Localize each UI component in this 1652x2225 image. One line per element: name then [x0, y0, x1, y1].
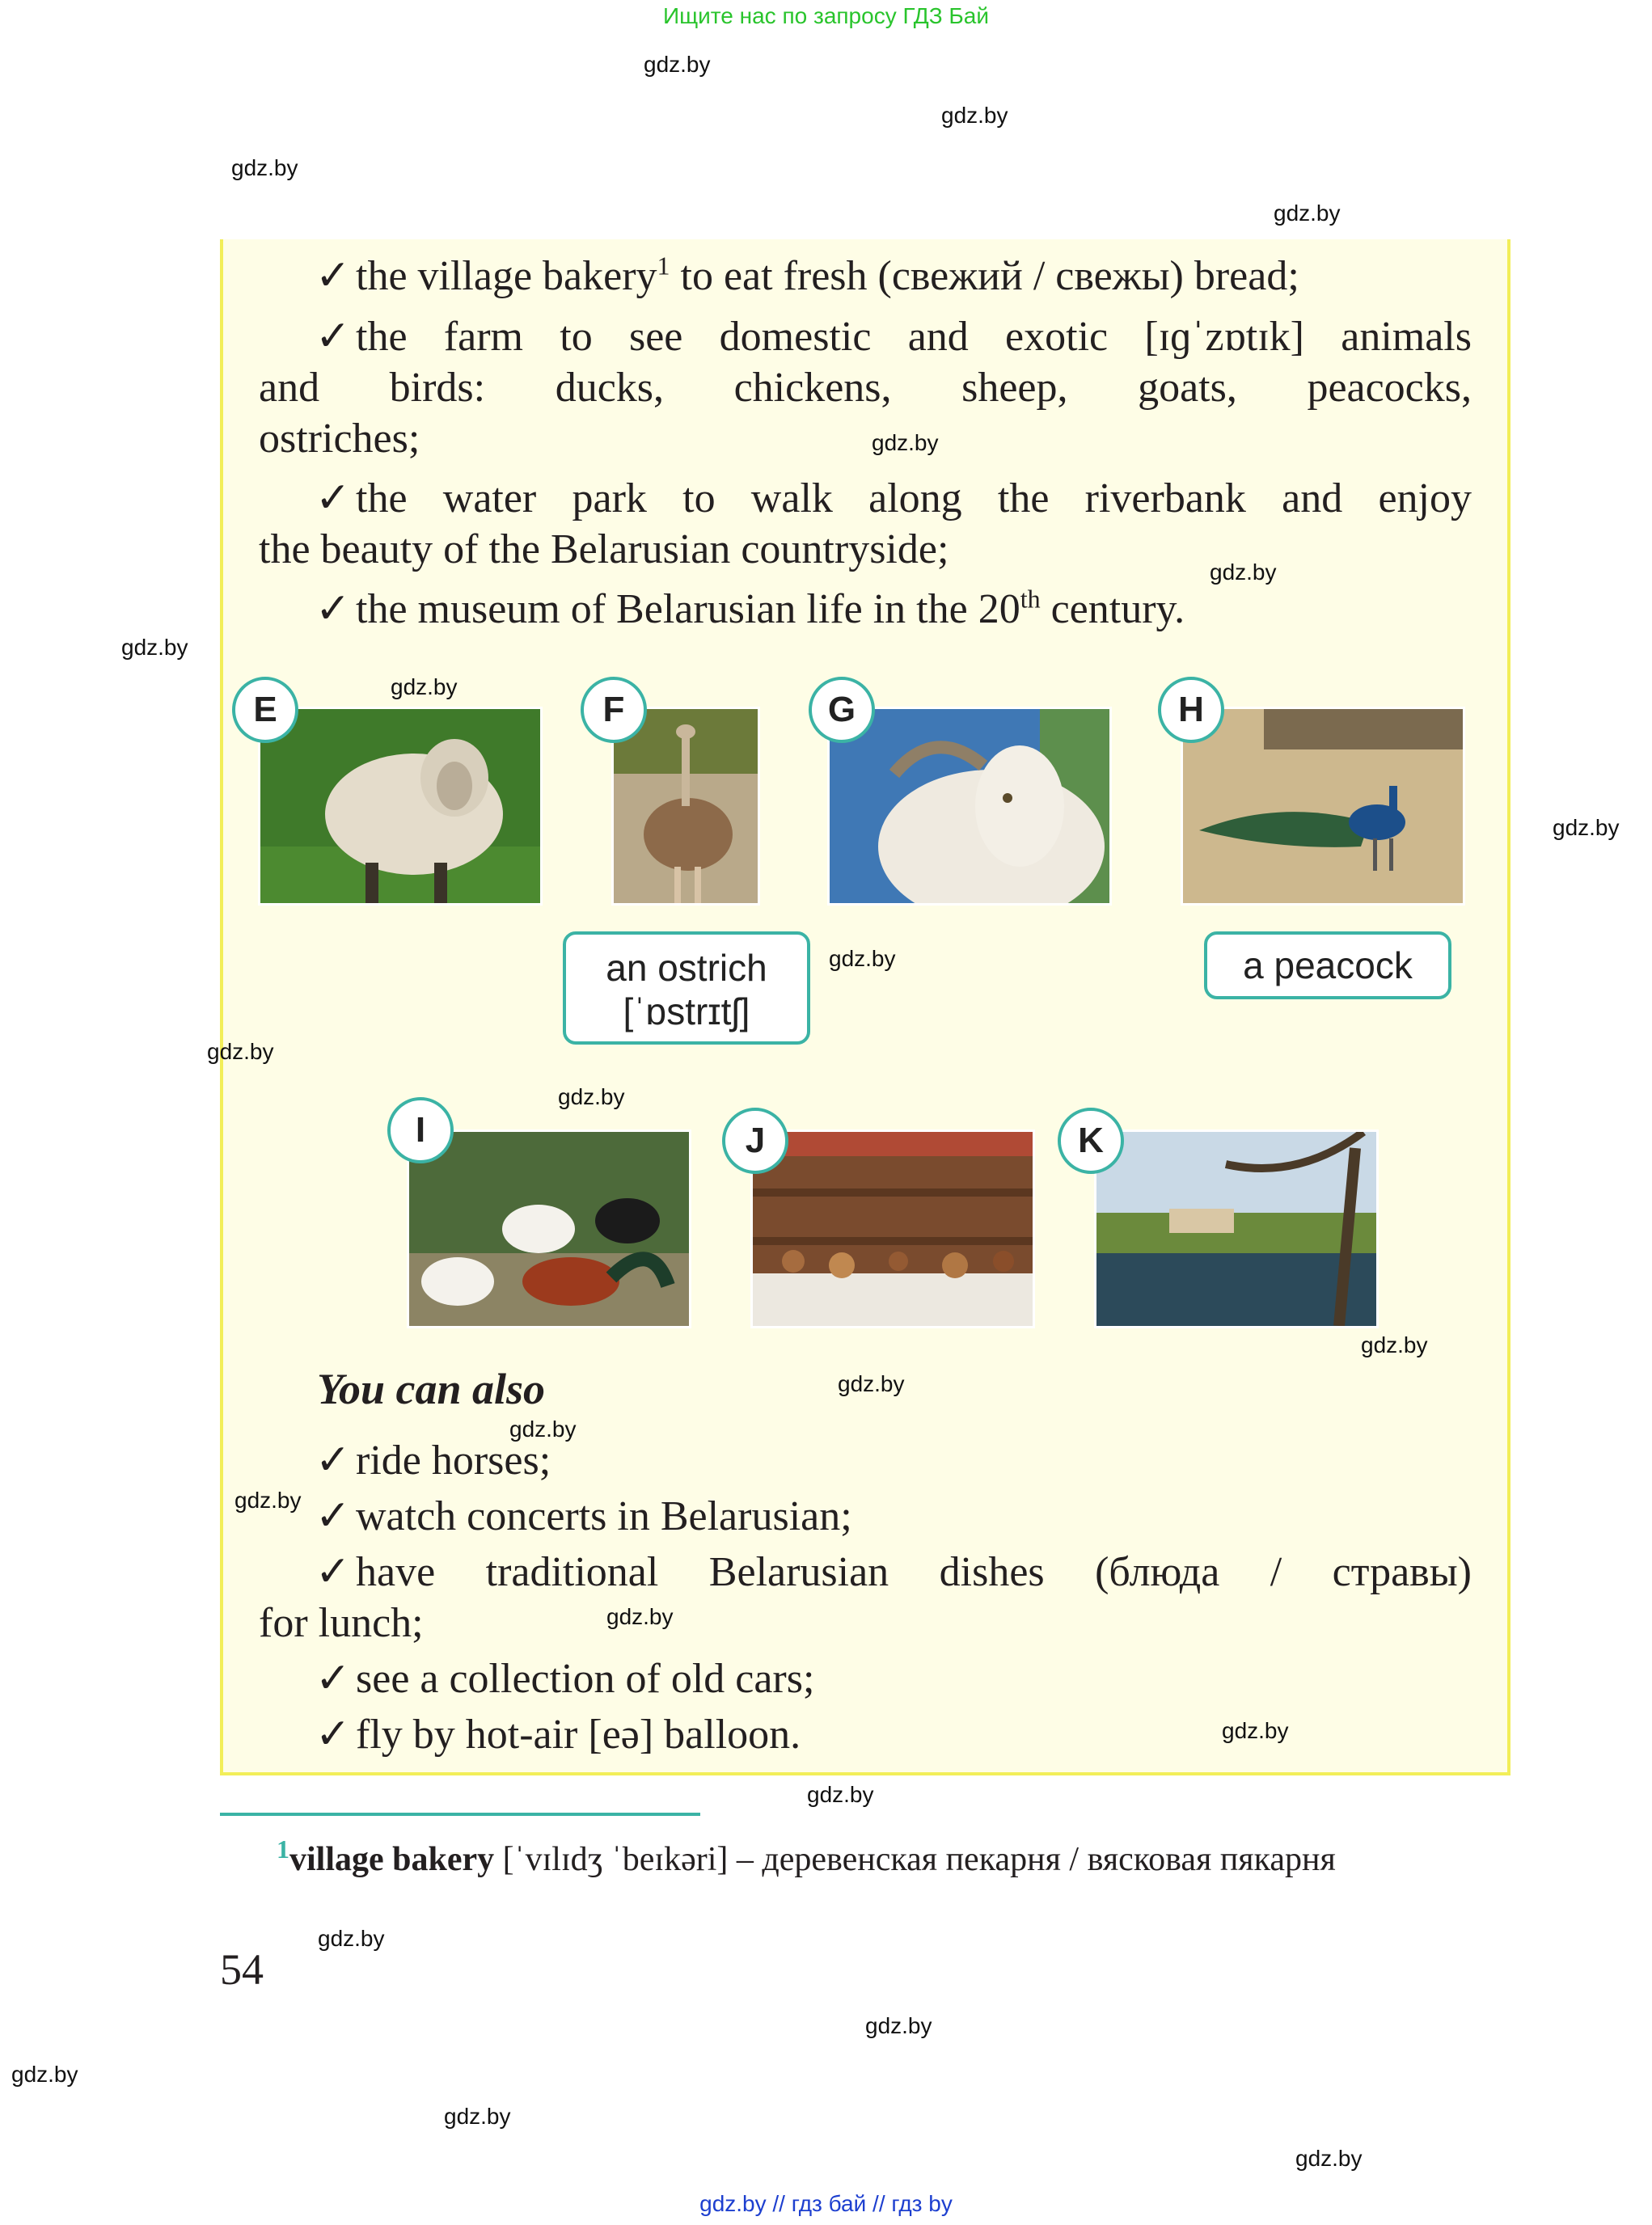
also-item: ✓ see a collection of old cars;	[315, 1656, 815, 1702]
ostrich-photo	[611, 707, 760, 906]
watermark: gdz.by	[207, 1039, 274, 1064]
watermark: gdz.by	[865, 2013, 932, 2038]
watermark: gdz.by	[509, 1416, 577, 1442]
watermark: gdz.by	[1210, 559, 1277, 585]
also-item: ✓ watch concerts in Belarusian;	[315, 1493, 852, 1539]
watermark: gdz.by	[941, 103, 1008, 128]
photo-letter-e: E	[232, 677, 298, 743]
watermark: gdz.by	[234, 1488, 302, 1513]
watermark: gdz.by	[558, 1084, 625, 1109]
pottery-museum-photo	[750, 1129, 1035, 1328]
footnote: $^1$village bakery [ˈvɪlɪdʒ ˈbeɪkəri] – деревенская пекарня / вясковая пякарня	[277, 1834, 1336, 1878]
watermark: gdz.by	[838, 1371, 905, 1396]
sheep-photo	[258, 707, 543, 906]
watermark: gdz.by	[1295, 2146, 1363, 2171]
water-park-line: ✓ the water park to walk along the riverbank and enjoy	[315, 475, 1472, 521]
watermark: gdz.by	[1553, 815, 1620, 840]
content-panel	[220, 239, 1510, 1775]
photo-letter-k: K	[1058, 1108, 1124, 1174]
watermark: gdz.by	[121, 635, 188, 660]
peacock-photo	[1181, 707, 1465, 906]
also-item: ✓ have traditional Belarusian dishes (блюда / стравы)	[315, 1549, 1472, 1595]
photo-letter-g: G	[809, 677, 875, 743]
water-park-line-cont: the beauty of the Belarusian countryside;	[259, 526, 949, 572]
watermark: gdz.by	[231, 155, 298, 180]
watermark: gdz.by	[444, 2104, 511, 2129]
also-item: ✓ ride horses;	[315, 1438, 551, 1484]
photo-letter-i: I	[387, 1097, 454, 1163]
watermark: gdz.by	[11, 2062, 78, 2087]
goat-photo	[827, 707, 1112, 906]
peacock-label: a peacock	[1204, 931, 1451, 999]
also-item-cont: for lunch;	[259, 1600, 424, 1646]
watermark: gdz.by	[807, 1782, 874, 1807]
ducks-rooster-photo	[407, 1129, 691, 1328]
watermark: gdz.by	[872, 430, 939, 455]
watermark: gdz.by	[1361, 1332, 1428, 1357]
farm-line: ✓ the farm to see domestic and exotic [ɪɡˈzɒtɪk] animals	[315, 314, 1472, 360]
countryside-pond-photo	[1094, 1129, 1379, 1328]
ostrich-word: an ostrich	[606, 947, 767, 989]
bottom-links[interactable]: gdz.by // гдз бай // гдз by	[699, 2191, 953, 2216]
footnote-divider	[220, 1813, 700, 1816]
ostrich-transcription: [ˈɒstrɪtʃ]	[623, 990, 750, 1032]
farm-line-end: ostriches;	[259, 416, 420, 462]
watermark: gdz.by	[606, 1604, 674, 1629]
watermark: gdz.by	[1222, 1718, 1289, 1743]
photo-letter-h: H	[1158, 677, 1224, 743]
photo-letter-f: F	[581, 677, 647, 743]
watermark: gdz.by	[829, 946, 896, 971]
watermark: gdz.by	[318, 1926, 385, 1951]
ostrich-label	[563, 931, 810, 1045]
bakery-line: ✓ the village bakery$^1$ to eat fresh (свежий / свежы) bread;	[315, 251, 1299, 299]
search-banner: Ищите нас по запросу ГДЗ Бай	[662, 3, 990, 28]
watermark: gdz.by	[1274, 201, 1341, 226]
you-can-also-heading: You can also	[317, 1365, 546, 1413]
farm-line-cont: and birds: ducks, chickens, sheep, goats, peacocks,	[259, 365, 1472, 411]
museum-line: ✓ the museum of Belarusian life in the 20th century.	[315, 584, 1185, 632]
watermark: gdz.by	[391, 674, 458, 699]
watermark: gdz.by	[644, 52, 711, 77]
photo-letter-j: J	[722, 1108, 788, 1174]
also-item: ✓ fly by hot-air [eə] balloon.	[315, 1712, 801, 1758]
page-number: 54	[220, 1945, 264, 1994]
